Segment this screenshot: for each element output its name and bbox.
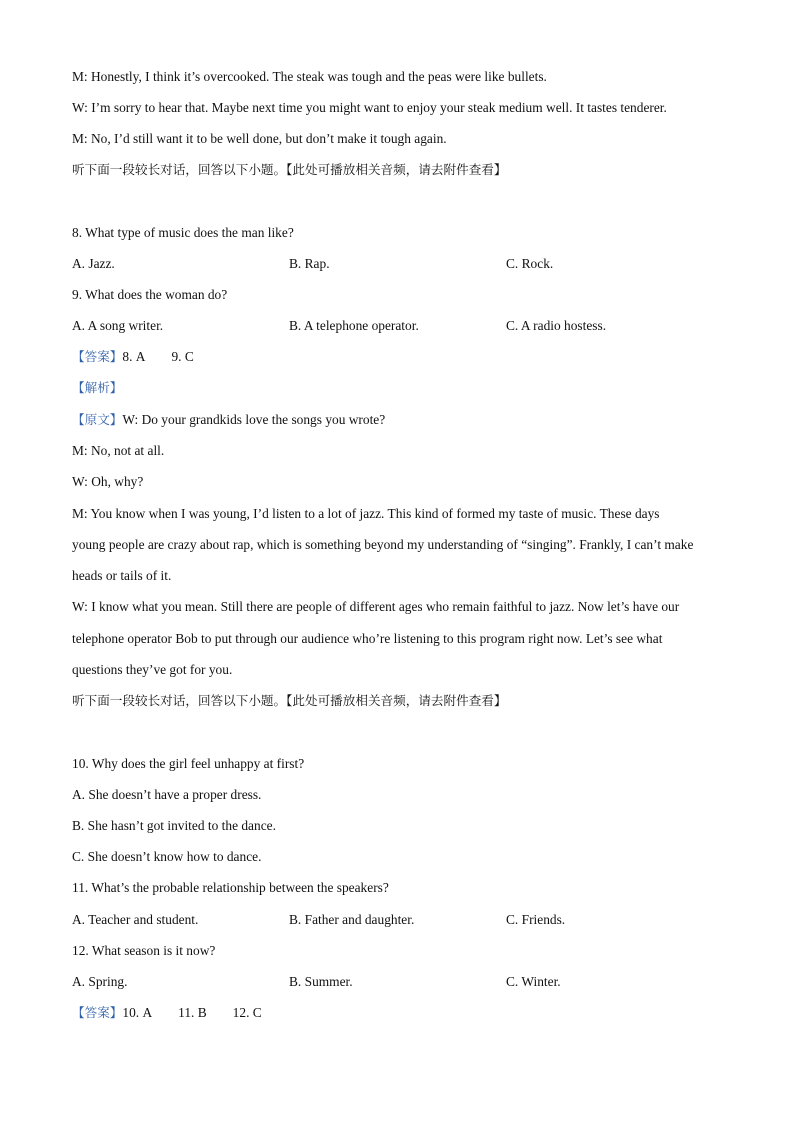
listen-instruction: 听下面一段较长对话，回答以下小题。【此处可播放相关音频，请去附件查看】	[72, 693, 507, 708]
answer-line	[72, 1004, 262, 1022]
answer-item: 12. C	[232, 1005, 262, 1020]
option-b: B. Rap.	[289, 256, 330, 271]
question-12-options	[72, 973, 722, 991]
question-9-options	[72, 317, 722, 335]
option-a: A. Spring.	[72, 974, 128, 989]
dialogue-line: telephone operator Bob to put through our audience who’re listening to this program right now. Let’s see what	[72, 631, 663, 646]
dialogue-line: questions they’ve got for you.	[72, 662, 233, 677]
dialogue-line: M: No, not at all.	[72, 443, 165, 458]
answer-tag: 【答案】	[72, 1005, 123, 1020]
option-a: A. Jazz.	[72, 256, 115, 271]
question-11-options	[72, 911, 722, 929]
question-8-stem: 8. What type of music does the man like?	[72, 225, 294, 240]
option-c: C. A radio hostess.	[506, 318, 607, 333]
option-b: B. Father and daughter.	[289, 912, 415, 927]
question-11-stem: 11. What’s the probable relationship between the speakers?	[72, 880, 389, 895]
question-9-stem: 9. What does the woman do?	[72, 287, 228, 302]
question-10-option-a: A. She doesn’t have a proper dress.	[72, 787, 262, 802]
answer-item: 9. C	[171, 349, 194, 364]
question-8-options	[72, 255, 722, 273]
listen-instruction: 听下面一段较长对话，回答以下小题。【此处可播放相关音频，请去附件查看】	[72, 162, 507, 177]
option-c: C. Rock.	[506, 256, 554, 271]
dialogue-line: M: Honestly, I think it’s overcooked. The steak was tough and the peas were like bullets.	[72, 69, 547, 84]
dialogue-line: W: I know what you mean. Still there are people of different ages who remain faithful to jazz. Now let’s have our	[72, 599, 680, 614]
dialogue-line: M: No, I’d still want it to be well done, but don’t make it tough again.	[72, 131, 447, 146]
answer-item: 8. A	[122, 349, 146, 364]
question-10-stem: 10. Why does the girl feel unhappy at first?	[72, 756, 305, 771]
option-a: A. Teacher and student.	[72, 912, 199, 927]
answer-item: 11. B	[178, 1005, 207, 1020]
dialogue-line	[72, 411, 385, 429]
dialogue-line: young people are crazy about rap, which is something beyond my understanding of “singing”. Frankly, I can’t make	[72, 537, 694, 552]
analysis-tag: 【解析】	[72, 380, 123, 395]
answer-line	[72, 348, 194, 366]
option-c: C. Friends.	[506, 912, 566, 927]
dialogue-line: heads or tails of it.	[72, 568, 172, 583]
dialogue-line: M: You know when I was young, I’d listen to a lot of jazz. This kind of formed my taste of music. These days	[72, 506, 660, 521]
answer-item: 10. A	[122, 1005, 153, 1020]
dialogue-text: W: Do your grandkids love the songs you wrote?	[122, 412, 386, 427]
original-tag: 【原文】	[72, 412, 123, 427]
option-b: B. Summer.	[289, 974, 353, 989]
option-b: B. A telephone operator.	[289, 318, 419, 333]
option-a: A. A song writer.	[72, 318, 164, 333]
dialogue-line: W: Oh, why?	[72, 474, 144, 489]
question-12-stem: 12. What season is it now?	[72, 943, 216, 958]
answer-tag: 【答案】	[72, 349, 123, 364]
question-10-option-c: C. She doesn’t know how to dance.	[72, 849, 262, 864]
option-c: C. Winter.	[506, 974, 561, 989]
question-10-option-b: B. She hasn’t got invited to the dance.	[72, 818, 276, 833]
dialogue-line: W: I’m sorry to hear that. Maybe next time you might want to enjoy your steak medium well. It tastes tenderer.	[72, 100, 667, 115]
